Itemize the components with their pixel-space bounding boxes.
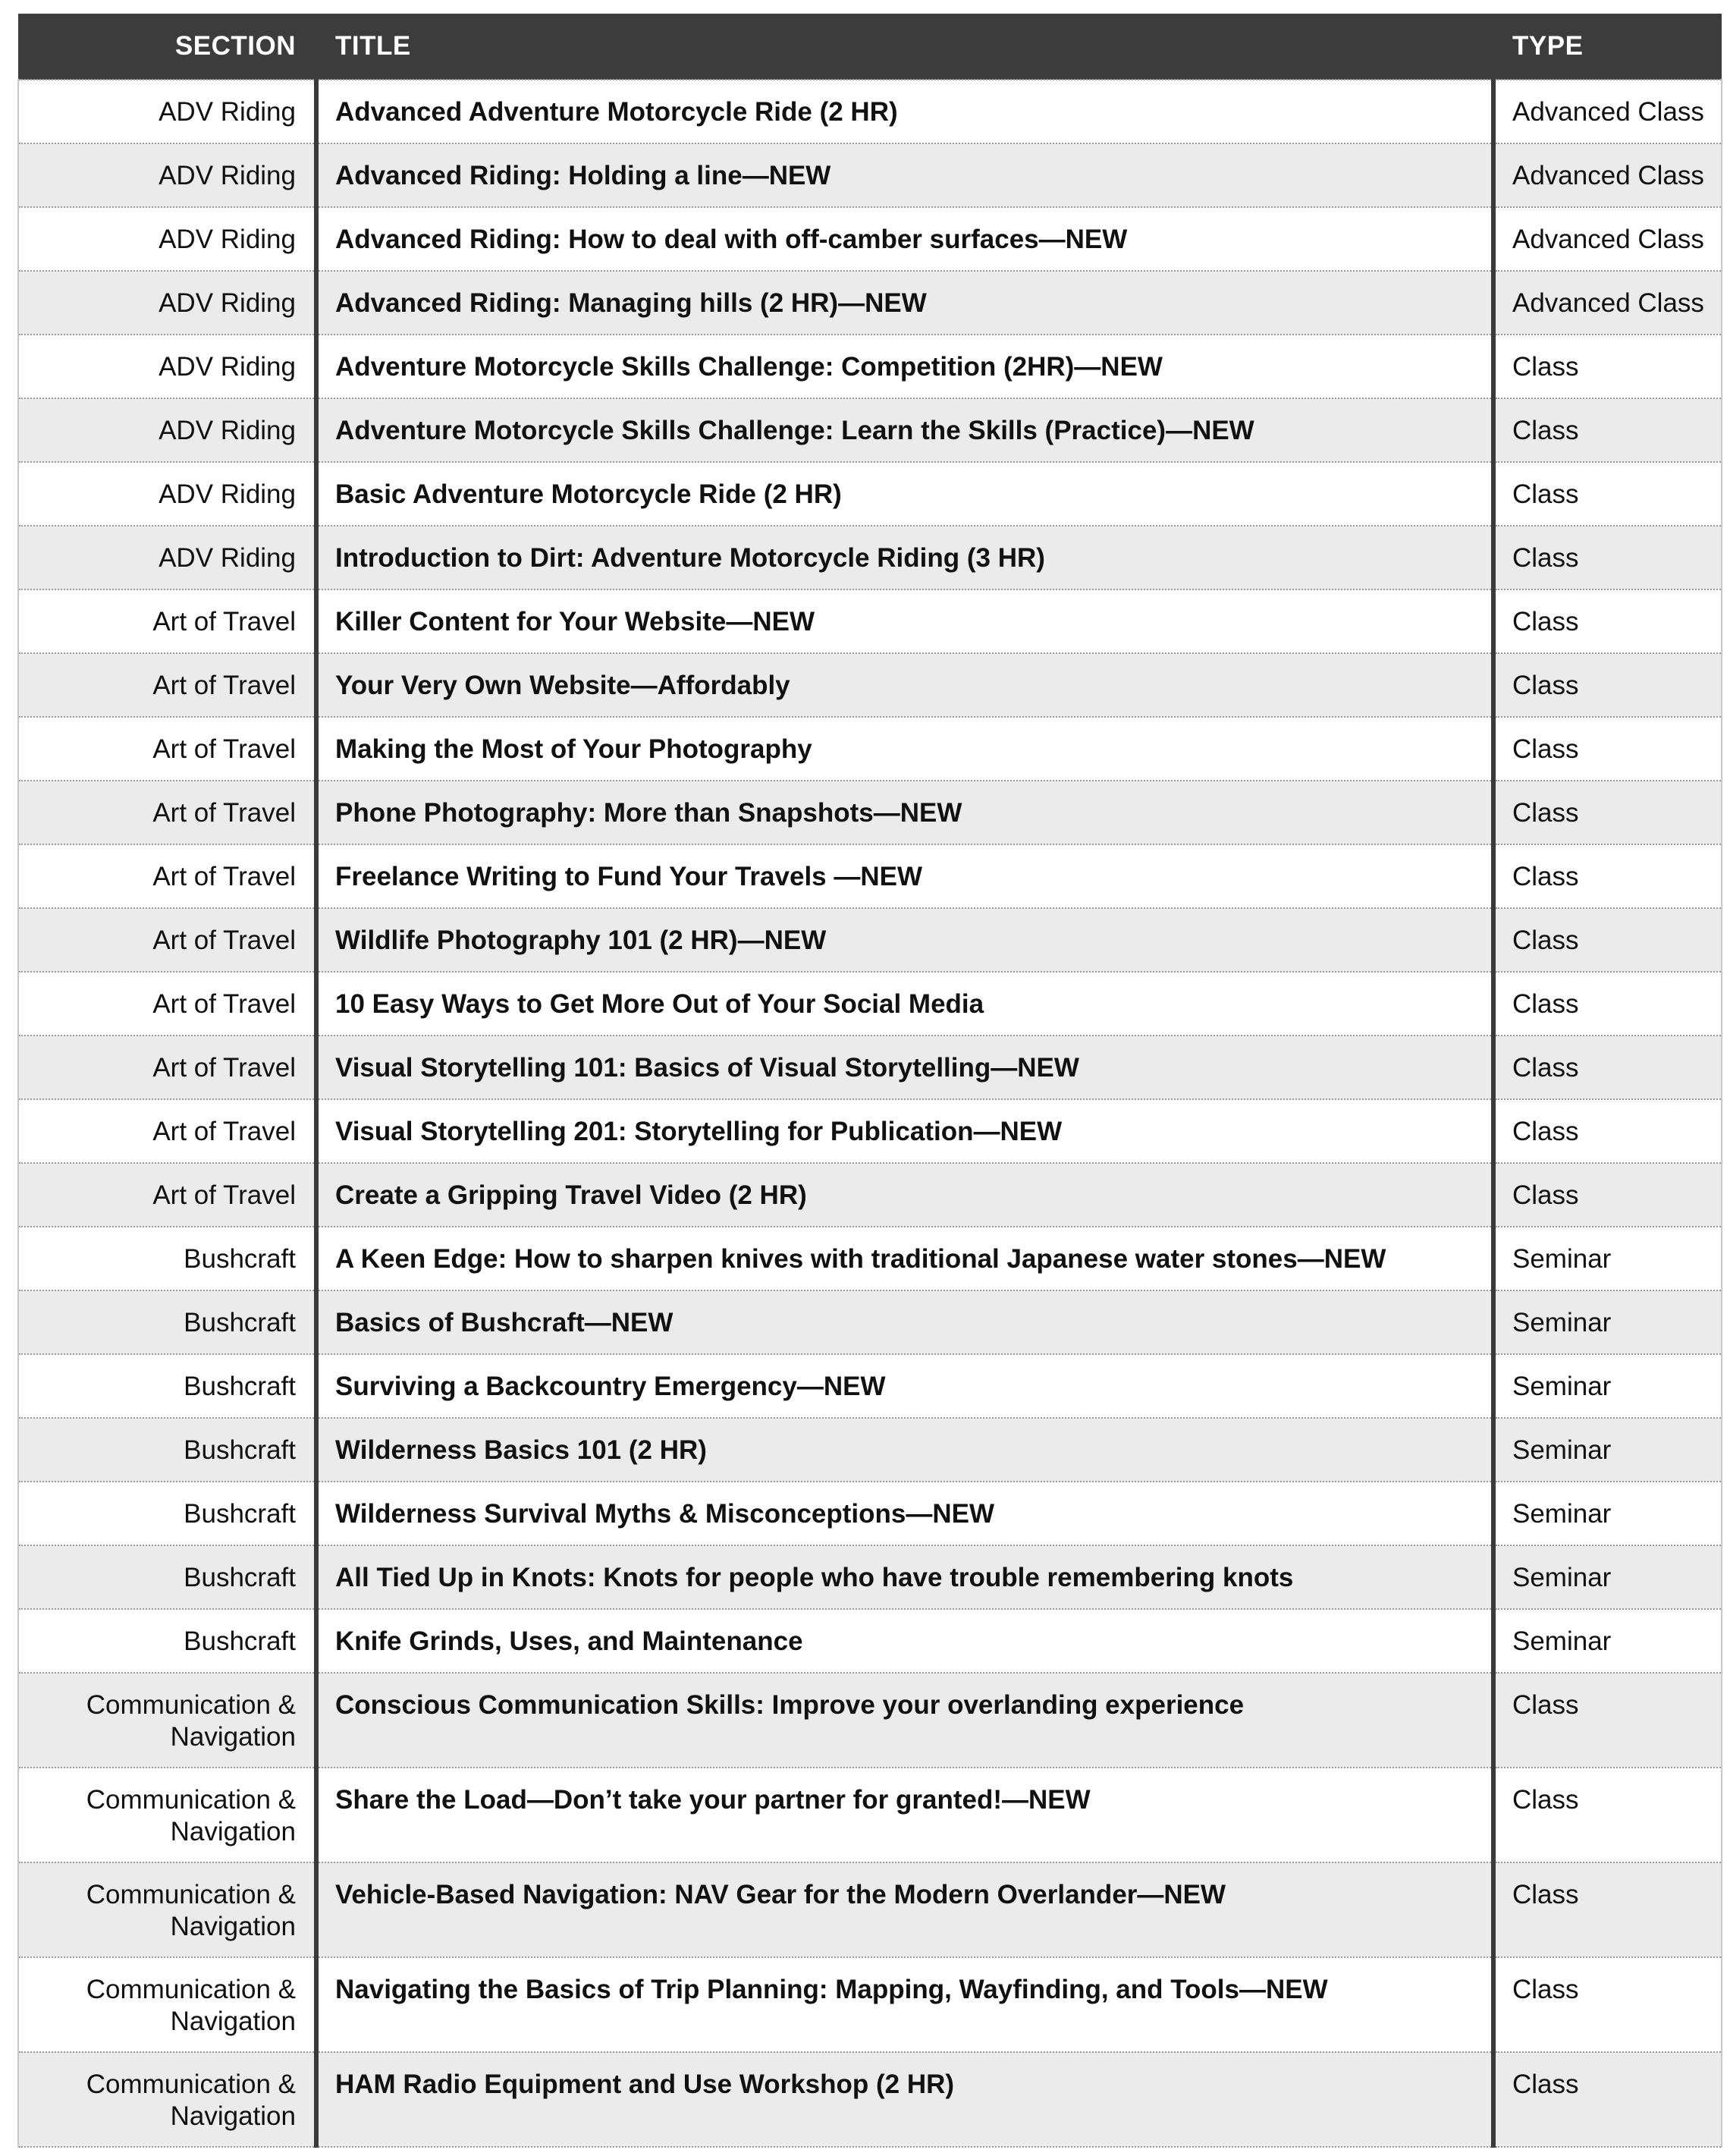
title-cell: Phone Photography: More than Snapshots—NEW bbox=[316, 781, 1493, 844]
type-cell: Class bbox=[1493, 1673, 1722, 1768]
table-row bbox=[18, 462, 1722, 526]
section-cell: Art of Travel bbox=[18, 1036, 316, 1099]
section-cell: ADV Riding bbox=[18, 143, 316, 207]
table-row bbox=[18, 1036, 1722, 1099]
title-cell: Visual Storytelling 201: Storytelling for Publication—NEW bbox=[316, 1099, 1493, 1163]
table-row bbox=[18, 1545, 1722, 1609]
title-cell: Create a Gripping Travel Video (2 HR) bbox=[316, 1163, 1493, 1227]
title-cell: Basic Adventure Motorcycle Ride (2 HR) bbox=[316, 462, 1493, 526]
table-row bbox=[18, 1099, 1722, 1163]
table-row bbox=[18, 143, 1722, 207]
table-row bbox=[18, 1290, 1722, 1354]
type-cell: Seminar bbox=[1493, 1482, 1722, 1545]
section-cell: Bushcraft bbox=[18, 1545, 316, 1609]
table-row bbox=[18, 398, 1722, 462]
title-cell: A Keen Edge: How to sharpen knives with traditional Japanese water stones—NEW bbox=[316, 1227, 1493, 1290]
type-cell: Seminar bbox=[1493, 1227, 1722, 1290]
section-cell: ADV Riding bbox=[18, 271, 316, 335]
title-cell: Vehicle-Based Navigation: NAV Gear for the Modern Overlander—NEW bbox=[316, 1862, 1493, 1957]
section-cell: Bushcraft bbox=[18, 1354, 316, 1418]
type-cell: Seminar bbox=[1493, 1609, 1722, 1673]
section-cell: Communication & Navigation bbox=[18, 1957, 316, 2052]
course-table bbox=[17, 14, 1722, 2148]
title-cell: Knife Grinds, Uses, and Maintenance bbox=[316, 1609, 1493, 1673]
table-row bbox=[18, 844, 1722, 908]
type-cell: Class bbox=[1493, 1099, 1722, 1163]
title-cell: Adventure Motorcycle Skills Challenge: Competition (2HR)—NEW bbox=[316, 335, 1493, 398]
table-row bbox=[18, 1354, 1722, 1418]
type-cell: Class bbox=[1493, 589, 1722, 653]
section-cell: ADV Riding bbox=[18, 462, 316, 526]
type-cell: Class bbox=[1493, 1163, 1722, 1227]
title-cell: Your Very Own Website—Affordably bbox=[316, 653, 1493, 717]
type-cell: Class bbox=[1493, 781, 1722, 844]
section-cell: ADV Riding bbox=[18, 80, 316, 143]
header-section: SECTION bbox=[18, 14, 316, 80]
table-row bbox=[18, 526, 1722, 589]
title-cell: Freelance Writing to Fund Your Travels —NEW bbox=[316, 844, 1493, 908]
type-cell: Seminar bbox=[1493, 1545, 1722, 1609]
type-cell: Class bbox=[1493, 1957, 1722, 2052]
type-cell: Class bbox=[1493, 526, 1722, 589]
title-cell: HAM Radio Equipment and Use Workshop (2 HR) bbox=[316, 2052, 1493, 2147]
type-cell: Class bbox=[1493, 1036, 1722, 1099]
title-cell: Basics of Bushcraft—NEW bbox=[316, 1290, 1493, 1354]
section-cell: Art of Travel bbox=[18, 589, 316, 653]
table-row bbox=[18, 1957, 1722, 2052]
table-row bbox=[18, 271, 1722, 335]
type-cell: Seminar bbox=[1493, 1418, 1722, 1482]
type-cell: Class bbox=[1493, 2052, 1722, 2147]
title-cell: Advanced Adventure Motorcycle Ride (2 HR) bbox=[316, 80, 1493, 143]
type-cell: Class bbox=[1493, 335, 1722, 398]
header-type: TYPE bbox=[1493, 14, 1722, 80]
title-cell: Conscious Communication Skills: Improve your overlanding experience bbox=[316, 1673, 1493, 1768]
type-cell: Class bbox=[1493, 653, 1722, 717]
header-title: TITLE bbox=[316, 14, 1493, 80]
table-row bbox=[18, 80, 1722, 143]
table-row bbox=[18, 335, 1722, 398]
section-cell: Art of Travel bbox=[18, 717, 316, 781]
section-cell: ADV Riding bbox=[18, 335, 316, 398]
type-cell: Class bbox=[1493, 1862, 1722, 1957]
table-row bbox=[18, 1609, 1722, 1673]
type-cell: Advanced Class bbox=[1493, 80, 1722, 143]
type-cell: Class bbox=[1493, 908, 1722, 972]
section-cell: Art of Travel bbox=[18, 653, 316, 717]
table-row bbox=[18, 908, 1722, 972]
title-cell: Share the Load—Don’t take your partner for granted!—NEW bbox=[316, 1768, 1493, 1862]
table-row bbox=[18, 1163, 1722, 1227]
section-cell: ADV Riding bbox=[18, 526, 316, 589]
type-cell: Class bbox=[1493, 1768, 1722, 1862]
type-cell: Class bbox=[1493, 398, 1722, 462]
section-cell: Art of Travel bbox=[18, 1099, 316, 1163]
title-cell: Wilderness Survival Myths & Misconceptions—NEW bbox=[316, 1482, 1493, 1545]
section-cell: Communication & Navigation bbox=[18, 1673, 316, 1768]
type-cell: Class bbox=[1493, 972, 1722, 1036]
section-cell: Communication & Navigation bbox=[18, 2052, 316, 2147]
section-cell: Bushcraft bbox=[18, 1227, 316, 1290]
course-table-container bbox=[17, 14, 1721, 2148]
section-cell: Art of Travel bbox=[18, 1163, 316, 1227]
section-cell: Art of Travel bbox=[18, 972, 316, 1036]
section-cell: ADV Riding bbox=[18, 207, 316, 271]
section-cell: ADV Riding bbox=[18, 398, 316, 462]
table-row bbox=[18, 2052, 1722, 2147]
title-cell: All Tied Up in Knots: Knots for people who have trouble remembering knots bbox=[316, 1545, 1493, 1609]
title-cell: Making the Most of Your Photography bbox=[316, 717, 1493, 781]
table-row bbox=[18, 1482, 1722, 1545]
header-row bbox=[18, 14, 1722, 80]
type-cell: Seminar bbox=[1493, 1354, 1722, 1418]
table-row bbox=[18, 781, 1722, 844]
table-row bbox=[18, 1227, 1722, 1290]
type-cell: Class bbox=[1493, 844, 1722, 908]
type-cell: Class bbox=[1493, 462, 1722, 526]
title-cell: Wildlife Photography 101 (2 HR)—NEW bbox=[316, 908, 1493, 972]
section-cell: Bushcraft bbox=[18, 1482, 316, 1545]
table-body bbox=[18, 80, 1722, 2147]
title-cell: Navigating the Basics of Trip Planning: Mapping, Wayfinding, and Tools—NEW bbox=[316, 1957, 1493, 2052]
section-cell: Bushcraft bbox=[18, 1290, 316, 1354]
table-row bbox=[18, 1673, 1722, 1768]
title-cell: Advanced Riding: How to deal with off-camber surfaces—NEW bbox=[316, 207, 1493, 271]
table-row bbox=[18, 972, 1722, 1036]
section-cell: Art of Travel bbox=[18, 844, 316, 908]
title-cell: Advanced Riding: Holding a line—NEW bbox=[316, 143, 1493, 207]
table-row bbox=[18, 589, 1722, 653]
type-cell: Advanced Class bbox=[1493, 207, 1722, 271]
section-cell: Communication & Navigation bbox=[18, 1768, 316, 1862]
table-row bbox=[18, 207, 1722, 271]
type-cell: Advanced Class bbox=[1493, 143, 1722, 207]
title-cell: Surviving a Backcountry Emergency—NEW bbox=[316, 1354, 1493, 1418]
table-header bbox=[18, 14, 1722, 80]
section-cell: Bushcraft bbox=[18, 1609, 316, 1673]
section-cell: Bushcraft bbox=[18, 1418, 316, 1482]
type-cell: Seminar bbox=[1493, 1290, 1722, 1354]
title-cell: Wilderness Basics 101 (2 HR) bbox=[316, 1418, 1493, 1482]
table-row bbox=[18, 1418, 1722, 1482]
title-cell: 10 Easy Ways to Get More Out of Your Social Media bbox=[316, 972, 1493, 1036]
type-cell: Advanced Class bbox=[1493, 271, 1722, 335]
title-cell: Visual Storytelling 101: Basics of Visual Storytelling—NEW bbox=[316, 1036, 1493, 1099]
table-row bbox=[18, 717, 1722, 781]
title-cell: Introduction to Dirt: Adventure Motorcycle Riding (3 HR) bbox=[316, 526, 1493, 589]
table-row bbox=[18, 1768, 1722, 1862]
title-cell: Advanced Riding: Managing hills (2 HR)—NEW bbox=[316, 271, 1493, 335]
table-row bbox=[18, 653, 1722, 717]
title-cell: Adventure Motorcycle Skills Challenge: Learn the Skills (Practice)—NEW bbox=[316, 398, 1493, 462]
type-cell: Class bbox=[1493, 717, 1722, 781]
table-row bbox=[18, 1862, 1722, 1957]
section-cell: Art of Travel bbox=[18, 781, 316, 844]
section-cell: Art of Travel bbox=[18, 908, 316, 972]
section-cell: Communication & Navigation bbox=[18, 1862, 316, 1957]
title-cell: Killer Content for Your Website—NEW bbox=[316, 589, 1493, 653]
